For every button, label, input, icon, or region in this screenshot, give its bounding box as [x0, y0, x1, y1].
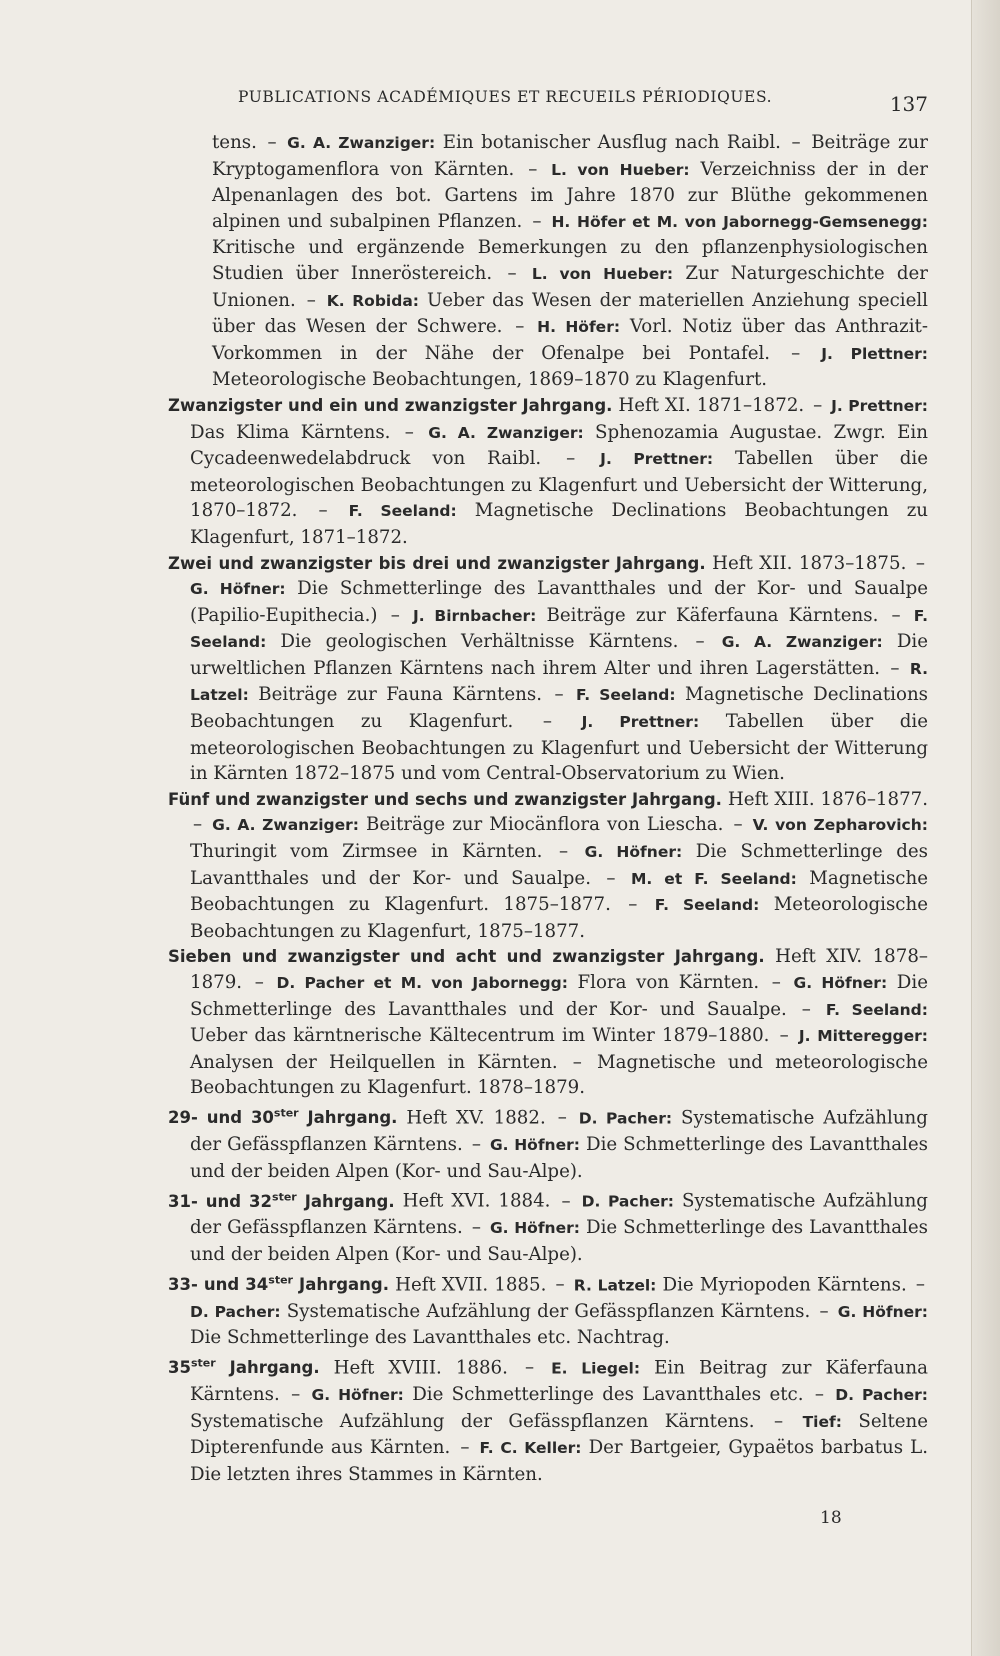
item-author: R. Latzel:	[573, 1276, 657, 1295]
bibliography-list	[168, 130, 928, 1487]
volume-title	[168, 790, 722, 809]
item-author: G. A. Zwanziger:	[721, 633, 883, 652]
item-separator: –	[791, 132, 801, 153]
item-separator: –	[554, 684, 564, 706]
item-title: Thuringit vom Zirmsee in Kärnten.	[190, 841, 543, 863]
volume-title	[168, 1358, 320, 1377]
item-author: J. Prettner:	[581, 713, 700, 732]
item-title: Die Schmetterlinge des Lavantthales und der Kor- und Saualpe (Papilio-Eupithecia.)	[190, 578, 928, 626]
item-title: Analysen der Heilquellen in Kärnten.	[190, 1051, 558, 1073]
item-author: D. Pacher:	[190, 1302, 281, 1321]
item-author: D. Pacher:	[578, 1109, 673, 1128]
item-separator: –	[891, 604, 901, 626]
item-title: Der Bartgeier, Gypaëtos barbatus L. Die letzten ihres Stammes in Kärnten.	[190, 1437, 928, 1485]
volume-entry	[168, 551, 928, 787]
item-title: Tabellen über die meteorologischen Beobachtungen zu Klagenfurt und Uebersicht der Witterung, 1870–1872.	[190, 448, 928, 522]
item-author: J. Plettner:	[821, 344, 928, 363]
volume-title	[168, 396, 612, 415]
item-author: E. Liegel:	[551, 1359, 641, 1378]
item-title: Meteorologische Beobachtungen zu Klagenfurt, 1875–1877.	[190, 894, 928, 942]
item-separator: –	[791, 342, 801, 364]
item-author: K. Robida:	[326, 291, 419, 310]
volume-heading-suffix: ster	[273, 1106, 299, 1120]
item-author: G. Höfner:	[311, 1385, 404, 1404]
volume-heading: 29- und 30	[168, 1108, 274, 1128]
item-separator: –	[819, 1300, 829, 1322]
volume-entry	[168, 944, 928, 1101]
item-separator: –	[524, 1357, 535, 1379]
item-title: Die Schmetterlinge des Lavantthales und der Kor- und Saualpe.	[190, 841, 928, 889]
item-separator: –	[606, 867, 616, 889]
item-author: G. Höfner:	[793, 974, 888, 992]
item-title: Flora von Kärnten.	[577, 972, 760, 993]
item-title: Magnetische Beobachtungen zu Klagenfurt. 1875–1877.	[190, 867, 928, 916]
volume-heading-rest: Jahrgang.	[296, 1191, 395, 1211]
signature-mark: 18	[820, 1508, 842, 1528]
item-separator: –	[528, 158, 538, 180]
item-author: H. Höfer et M. von Jabornegg-Gemsenegg:	[551, 212, 928, 231]
item-author: G. Höfner:	[489, 1219, 580, 1238]
item-separator: –	[532, 210, 542, 232]
item-title: Die Schmetterlinge des Lavantthales und der beiden Alpen (Kor- und Sau-Alpe).	[190, 1217, 928, 1265]
item-separator: –	[404, 421, 414, 443]
item-separator: –	[695, 631, 705, 653]
volume-entry	[168, 1101, 928, 1184]
item-author: G. Höfner:	[584, 843, 683, 862]
item-title: Die geologischen Verhältnisse Kärntens.	[280, 631, 679, 653]
item-title: Sphenozamia Augustae. Zwgr. Ein Cycadeenwedelabdruck von Raibl.	[190, 421, 928, 470]
item-title: Systematische Aufzählung der Gefässpflanzen Kärntens.	[190, 1107, 928, 1156]
volume-meta: Heft XIV. 1878–1879.	[190, 946, 928, 993]
volume-heading: Zwei und zwanzigster bis drei und zwanzigster Jahrgang.	[168, 553, 706, 573]
item-author: G. A. Zwanziger:	[287, 134, 436, 152]
item-separator: –	[557, 1107, 567, 1129]
volume-heading: Fünf und zwanzigster und sechs und zwanzigster Jahrgang.	[168, 789, 722, 809]
volume-title	[168, 1108, 397, 1127]
item-title: Beiträge zur Kryptogamenflora von Kärnten.	[212, 132, 928, 180]
item-separator: –	[572, 1051, 582, 1073]
item-separator: –	[254, 972, 264, 993]
item-title: Vorl. Notiz über das Anthrazit-Vorkommen in der Nähe der Ofenalpe bei Pontafel.	[212, 316, 928, 364]
item-separator: –	[507, 262, 517, 284]
volume-heading: Zwanzigster und ein und zwanzigster Jahrgang.	[168, 395, 613, 415]
volume-meta: Heft XII. 1873–1875.	[712, 552, 907, 574]
item-title: Systematische Aufzählung der Gefässpflanzen Kärntens.	[286, 1300, 811, 1322]
item-author: G. A. Zwanziger:	[212, 816, 359, 835]
volume-title	[168, 554, 706, 573]
volume-meta: Heft XV. 1882.	[406, 1107, 546, 1129]
item-author: D. Pacher:	[581, 1192, 674, 1211]
item-separator: –	[390, 604, 400, 626]
item-author: J. Prettner:	[600, 450, 714, 469]
item-title: Die Schmetterlinge des Lavantthales und der Kor- und Saualpe.	[190, 972, 928, 1020]
item-author: J. Birnbacher:	[412, 606, 537, 625]
item-separator: –	[471, 1134, 481, 1156]
item-author: V. von Zepharovich:	[752, 816, 928, 835]
volume-entry	[168, 1184, 928, 1267]
item-separator: –	[542, 711, 553, 733]
item-title: Beiträge zur Miocänflora von Liescha.	[366, 814, 724, 836]
volume-title	[168, 1275, 389, 1294]
volume-title	[168, 947, 765, 966]
volume-heading-suffix: ster	[272, 1190, 297, 1204]
item-title: Magnetische Declinations Beobachtungen zu Klagenfurt.	[190, 684, 928, 733]
item-title: Ein Beitrag zur Käferfauna Kärntens.	[190, 1357, 928, 1405]
volume-meta: Heft XVII. 1885.	[395, 1274, 547, 1296]
item-title: Die urweltlichen Pflanzen Kärntens nach ihrem Alter und ihren Lagerstätten.	[190, 631, 928, 679]
item-separator: –	[774, 1410, 784, 1432]
item-title: Verzeichniss der in der Alpenanlagen des bot. Gartens im Jahre 1870 zur Blüthe gekommenen alpinen und subalpinen Pflanzen.	[212, 158, 928, 232]
item-author: J. Prettner:	[831, 396, 928, 415]
item-separator: –	[915, 552, 925, 574]
item-separator: –	[566, 448, 576, 470]
volume-entry	[168, 787, 928, 945]
item-separator: –	[193, 814, 203, 836]
item-author: D. Pacher et M. von Jabornegg:	[276, 974, 568, 992]
item-title: Seltene Dipterenfunde aus Kärnten.	[190, 1410, 928, 1459]
item-author: H. Höfer:	[537, 318, 621, 337]
item-title: Zur Naturgeschichte der Unionen.	[212, 262, 928, 311]
volume-title	[168, 1192, 395, 1211]
item-title: Die Schmetterlinge des Lavantthales und der beiden Alpen (Kor- und Sau-Alpe).	[190, 1134, 928, 1182]
volume-heading: 31- und 32	[168, 1191, 273, 1211]
volume-meta: Heft XVI. 1884.	[402, 1190, 551, 1212]
item-separator: –	[814, 1383, 824, 1405]
item-separator: –	[318, 500, 328, 522]
item-separator: –	[890, 657, 900, 679]
volume-meta: Heft XIII. 1876–1877.	[727, 788, 928, 810]
item-separator: –	[555, 1274, 565, 1296]
item-title: Magnetische Declinations Beobachtungen zu Klagenfurt, 1871–1872.	[190, 500, 928, 548]
volume-heading-rest: Jahrgang.	[215, 1358, 320, 1378]
item-separator: –	[291, 1383, 301, 1405]
item-author: F. Seeland:	[576, 686, 676, 705]
volume-entry	[168, 1351, 928, 1487]
item-author: M. et F. Seeland:	[630, 869, 797, 888]
item-author: G. Höfner:	[837, 1302, 928, 1321]
item-separator: –	[771, 972, 781, 993]
item-separator: –	[559, 841, 569, 863]
volume-meta: tens.	[212, 132, 257, 153]
item-title: Meteorologische Beobachtungen, 1869–1870 zu Klagenfurt.	[212, 369, 768, 391]
running-title: PUBLICATIONS ACADÉMIQUES ET RECUEILS PÉRIODIQUES.	[238, 88, 773, 106]
item-author: F. Seeland:	[190, 606, 928, 652]
item-author: F. Seeland:	[654, 896, 760, 915]
item-title: Magnetische und meteorologische Beobachtungen zu Klagenfurt. 1878–1879.	[190, 1051, 928, 1099]
item-author: F. Seeland:	[348, 502, 457, 521]
item-author: G. Höfner:	[190, 580, 286, 599]
item-title: Beiträge zur Fauna Kärntens.	[258, 684, 542, 706]
item-author: G. Höfner:	[489, 1136, 580, 1155]
item-separator: –	[306, 289, 316, 311]
item-author: L. von Hueber:	[551, 160, 690, 179]
item-separator: –	[561, 1190, 571, 1212]
item-author: Tief:	[802, 1412, 842, 1431]
volume-meta: Heft XVIII. 1886.	[333, 1357, 508, 1379]
item-title: Die Schmetterlinge des Lavantthales etc. Nachtrag.	[190, 1327, 670, 1349]
item-title: Ueber das kärntnerische Kältecentrum im Winter 1879–1880.	[190, 1025, 770, 1047]
volume-entry	[168, 130, 928, 393]
item-author: J. Mitteregger:	[798, 1027, 928, 1046]
item-title: Kritische und ergänzende Bemerkungen zu den pflanzenphysiologischen Studien über Inneröstereich.	[212, 237, 928, 284]
volume-heading-suffix: ster	[190, 1356, 216, 1370]
item-separator: –	[471, 1217, 481, 1239]
item-title: Die Myriopoden Kärntens.	[662, 1274, 907, 1296]
volume-heading-suffix: ster	[268, 1273, 293, 1287]
item-author: D. Pacher:	[835, 1385, 928, 1404]
item-author: R. Latzel:	[190, 659, 928, 705]
item-author: F. Seeland:	[825, 1000, 928, 1019]
item-separator: –	[733, 814, 743, 836]
volume-heading: 35	[168, 1358, 191, 1378]
volume-entry	[168, 393, 928, 551]
item-title: Das Klima Kärntens.	[190, 421, 391, 443]
item-separator: –	[915, 1274, 925, 1296]
item-separator: –	[801, 998, 811, 1020]
item-author: G. A. Zwanziger:	[428, 423, 584, 442]
item-separator: –	[515, 316, 525, 338]
page-header	[238, 80, 928, 120]
item-title: Systematische Aufzählung der Gefässpflanzen Kärntens.	[190, 1410, 755, 1432]
volume-meta: Heft XI. 1871–1872.	[618, 394, 805, 416]
item-title: Ueber das Wesen der materiellen Anziehung speciell über das Wesen der Schwere.	[212, 289, 928, 338]
item-author: F. C. Keller:	[479, 1439, 582, 1458]
item-title: Ein botanischer Ausflug nach Raibl.	[442, 132, 781, 153]
item-title: Systematische Aufzählung der Gefässpflanzen Kärntens.	[190, 1190, 928, 1239]
item-separator: –	[813, 394, 823, 416]
item-separator: –	[628, 894, 638, 916]
volume-heading-rest: Jahrgang.	[298, 1108, 398, 1128]
item-separator: –	[267, 132, 277, 153]
item-author: L. von Hueber:	[531, 264, 674, 283]
item-separator: –	[460, 1437, 470, 1459]
item-separator: –	[779, 1025, 789, 1047]
page-edge	[971, 0, 1000, 1656]
volume-heading: Sieben und zwanzigster und acht und zwanzigster Jahrgang.	[168, 947, 765, 967]
volume-entry	[168, 1268, 928, 1351]
item-title: Tabellen über die meteorologischen Beobachtungen zu Klagenfurt und Uebersicht der Witterung in Kärnten 1872–1875 und vom Central-Observatorium zu Wien.	[190, 711, 928, 785]
item-title: Beiträge zur Käferfauna Kärntens.	[546, 604, 879, 626]
page-number: 137	[889, 92, 928, 116]
volume-heading-rest: Jahrgang.	[292, 1275, 389, 1295]
item-title: Die Schmetterlinge des Lavantthales etc.	[412, 1383, 804, 1405]
volume-heading: 33- und 34	[168, 1275, 269, 1295]
